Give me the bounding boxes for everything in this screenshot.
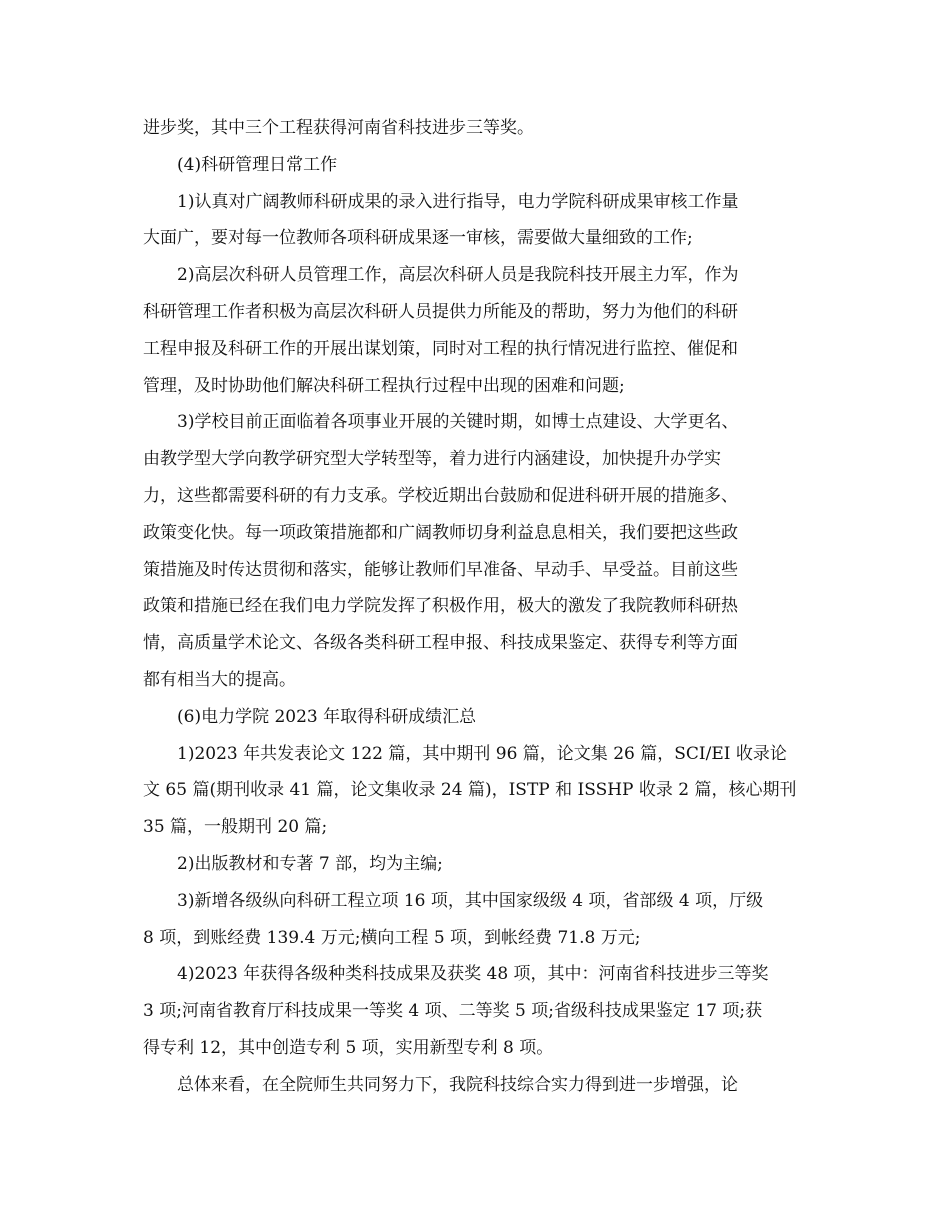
document-page	[143, 110, 811, 1104]
text-line: 力，这些都需要科研的有力支承。学校近期出台鼓励和促进科研开展的措施多、	[143, 485, 738, 506]
text-line: 进步奖，其中三个工程获得河南省科技进步三等奖。	[143, 118, 534, 138]
text-line: 都有相当大的提高。	[143, 669, 296, 690]
text-line: 35 篇，一般期刊 20 篇;	[143, 817, 328, 838]
text-line: 工程申报及科研工作的开展出谋划策，同时对工程的执行情况进行监控、催促和	[143, 338, 738, 359]
text-line: 2)出版教材和专著 7 部，均为主编;	[177, 853, 443, 874]
text-line: 大面广，要对每一位教师各项科研成果逐一审核，需要做大量细致的工作;	[143, 228, 693, 249]
text-line: 管理，及时协助他们解决科研工程执行过程中出现的困难和问题;	[143, 375, 625, 396]
text-line: 情，高质量学术论文、各级各类科研工程申报、科技成果鉴定、获得专利等方面	[143, 633, 738, 654]
text-line: 总体来看，在全院师生共同努力下，我院科技综合实力得到进一步增强，论	[177, 1074, 738, 1095]
text-line: 1)认真对广阔教师科研成果的录入进行指导，电力学院科研成果审核工作量	[177, 191, 739, 212]
text-line: 8 项，到账经费 139.4 万元;横向工程 5 项，到帐经费 71.8 万元;	[143, 927, 641, 948]
section-heading-4: (4)科研管理日常工作	[177, 154, 338, 175]
text-line: 1)2023 年共发表论文 122 篇，其中期刊 96 篇，论文集 26 篇，SCI/EI 收录论	[177, 743, 787, 764]
text-line: 科研管理工作者积极为高层次科研人员提供力所能及的帮助，努力为他们的科研	[143, 301, 738, 322]
text-line: 得专利 12，其中创造专利 5 项，实用新型专利 8 项。	[143, 1037, 554, 1058]
text-line: 政策变化快。每一项政策措施都和广阔教师切身利益息息相关，我们要把这些政	[143, 522, 738, 543]
text-line: 2)高层次科研人员管理工作，高层次科研人员是我院科技开展主力军，作为	[177, 265, 739, 286]
text-line: 策措施及时传达贯彻和落实，能够让教师们早准备、早动手、早受益。目前这些	[143, 559, 738, 580]
section-heading-6: (6)电力学院 2023 年取得科研成绩汇总	[177, 706, 477, 727]
text-line: 3)新增各级纵向科研工程立项 16 项，其中国家级级 4 项，省部级 4 项，厅级	[177, 890, 764, 911]
text-line: 政策和措施已经在我们电力学院发挥了积极作用，极大的激发了我院教师科研热	[143, 596, 738, 617]
text-line: 由教学型大学向教学研究型大学转型等，着力进行内涵建设，加快提升办学实	[143, 449, 721, 470]
text-line: 3 项;河南省教育厅科技成果一等奖 4 项、二等奖 5 项;省级科技成果鉴定 17 项;获	[143, 1001, 763, 1022]
text-line: 文 65 篇(期刊收录 41 篇，论文集收录 24 篇)，ISTP 和 ISSHP 收录 2 篇，核心期刊	[143, 780, 797, 801]
text-line: 4)2023 年获得各级种类科技成果及获奖 48 项，其中：河南省科技进步三等奖	[177, 964, 769, 985]
text-line: 3)学校目前正面临着各项事业开展的关键时期，如博士点建设、大学更名、	[177, 412, 739, 433]
